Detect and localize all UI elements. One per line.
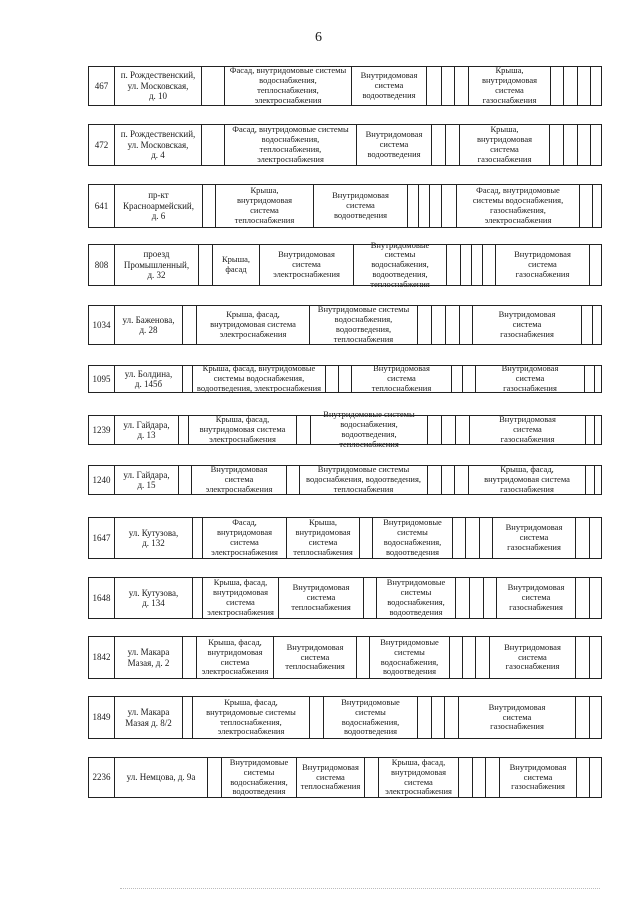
empty-cell <box>455 416 469 444</box>
page-number: 6 <box>315 30 322 45</box>
empty-cell <box>449 637 462 678</box>
work-type-cell: Внутридомовая система газоснабжения <box>472 306 581 344</box>
work-type-cell: Внутридомовые системы водоснабжения, водоотведения <box>221 758 296 797</box>
empty-cell <box>286 466 299 494</box>
work-type-cell: Внутридомовые системы водоснабжения, водоотведения, теплоснабжения <box>353 245 446 285</box>
work-type-cell: Внутридомовая система газоснабжения <box>469 416 585 444</box>
empty-cell <box>589 697 603 738</box>
empty-cell <box>575 578 589 618</box>
empty-cell <box>479 518 492 558</box>
empty-cell <box>585 416 594 444</box>
empty-cell <box>198 245 212 285</box>
empty-cell <box>441 67 454 105</box>
scan-artifact-line <box>120 888 600 889</box>
empty-cell <box>417 697 431 738</box>
empty-cell <box>584 366 594 392</box>
empty-cell <box>182 306 196 344</box>
work-type-cell: Фасад, внутридомовые системы водоснабжения, газоснабжения, электроснабжения <box>456 185 579 227</box>
work-type-cell: Фасад, внутридомовая система электроснабжения <box>202 518 286 558</box>
empty-cell <box>445 125 459 165</box>
work-type-cell: Внутридомовая система электроснабжения <box>191 466 286 494</box>
work-type-cell: Внутридомовая система теплоснабжения <box>351 366 451 392</box>
work-type-cell: Внутридомовые системы водоснабжения, водоотведения, теплоснабжения <box>309 306 417 344</box>
empty-cell <box>418 185 429 227</box>
row-number-cell: 1239 <box>92 424 111 435</box>
empty-cell <box>431 697 444 738</box>
empty-cell <box>296 416 310 444</box>
empty-cell <box>444 697 458 738</box>
empty-cell <box>192 518 202 558</box>
empty-cell <box>454 466 468 494</box>
empty-cell <box>469 578 483 618</box>
work-type-cell: Внутридомовая система теплоснабжения <box>296 758 364 797</box>
empty-cell <box>575 697 589 738</box>
empty-cell <box>192 578 202 618</box>
empty-cell <box>592 185 603 227</box>
empty-cell <box>441 185 456 227</box>
work-type-cell: Внутридомовая система газоснабжения <box>492 518 575 558</box>
work-type-cell: Внутридомовая система газоснабжения <box>499 758 576 797</box>
work-type-cell: Внутридомовая система газоснабжения <box>496 578 575 618</box>
empty-cell <box>585 466 594 494</box>
table-row <box>88 636 602 679</box>
empty-cell <box>201 125 224 165</box>
address-cell: ул. Баженова, д. 28 <box>114 306 182 344</box>
address-cell: ул. Гайдара, д. 13 <box>114 416 178 444</box>
empty-cell <box>441 416 455 444</box>
table-row <box>88 124 602 166</box>
work-type-cell: Внутридомовая система водоотведения <box>313 185 407 227</box>
empty-cell <box>182 697 192 738</box>
empty-cell <box>452 518 465 558</box>
empty-cell <box>577 67 590 105</box>
empty-cell <box>178 416 188 444</box>
empty-cell <box>589 758 603 797</box>
work-type-cell: Внутридомовые системы водоснабжения, водоотведения <box>372 518 452 558</box>
empty-cell <box>446 245 460 285</box>
row-number-cell: 1842 <box>92 652 111 663</box>
work-type-cell: Внутридомовые системы водоснабжения, водоотведения, теплоснабжения <box>299 466 427 494</box>
empty-cell <box>471 245 482 285</box>
work-type-cell: Крыша, фасад, внутридомовые системы водоснабжения, водоотведения, электроснабжения <box>192 366 325 392</box>
table-row <box>88 409 602 449</box>
empty-cell <box>594 366 603 392</box>
empty-cell <box>445 306 459 344</box>
work-type-cell: Крыша, фасад, внутридомовая система газоснабжения <box>468 466 585 494</box>
empty-cell <box>426 67 441 105</box>
work-type-cell: Крыша, фасад, внутридомовые системы теплоснабжения, электроснабжения <box>192 697 309 738</box>
table-row <box>88 66 602 106</box>
empty-cell <box>407 185 418 227</box>
empty-cell <box>427 416 441 444</box>
work-type-cell: Внутридомовые системы водоснабжения, водоотведения, теплоснабжения <box>310 416 427 444</box>
address-cell: п. Рождественский, ул. Московская, д. 10 <box>114 67 201 105</box>
empty-cell <box>576 758 589 797</box>
empty-cell <box>589 578 603 618</box>
table-row <box>88 239 602 289</box>
row-number-cell: 1095 <box>92 373 111 384</box>
empty-cell <box>483 578 496 618</box>
table-row <box>88 305 602 345</box>
address-cell: проезд Промышленный, д. 32 <box>114 245 198 285</box>
table-row <box>88 757 602 798</box>
empty-cell <box>472 758 485 797</box>
work-type-cell: Внутридомовые системы водоснабжения, водоотведения <box>369 637 449 678</box>
work-type-cell: Внутридомовая система газоснабжения <box>475 366 584 392</box>
empty-cell <box>309 697 323 738</box>
work-type-cell: Внутридомовая система водоотведения <box>351 67 426 105</box>
empty-cell <box>592 306 603 344</box>
empty-cell <box>462 637 475 678</box>
work-type-cell: Внутридомовая система водоотведения <box>356 125 431 165</box>
row-number-cell: 641 <box>94 200 109 211</box>
work-type-cell: Внутридомовая система электроснабжения <box>259 245 353 285</box>
row-number-cell: 808 <box>94 259 109 270</box>
empty-cell <box>431 306 445 344</box>
empty-cell <box>485 758 499 797</box>
table-row <box>88 577 602 619</box>
empty-cell <box>417 306 431 344</box>
address-cell: п. Рождественский, ул. Московская, д. 4 <box>114 125 201 165</box>
empty-cell <box>201 67 224 105</box>
row-number-cell: 1647 <box>92 532 111 543</box>
empty-cell <box>577 125 590 165</box>
empty-cell <box>451 366 462 392</box>
row-number-cell: 1849 <box>92 712 111 723</box>
row-number-cell: 1034 <box>92 319 111 330</box>
empty-cell <box>429 185 441 227</box>
empty-cell <box>431 125 445 165</box>
empty-cell <box>462 366 475 392</box>
empty-cell <box>454 67 468 105</box>
work-type-cell: Крыша, фасад, внутридомовая система электроснабжения <box>196 637 273 678</box>
table-row <box>88 517 602 559</box>
row-number-cell: 2236 <box>92 772 111 783</box>
work-type-cell: Внутридомовая система газоснабжения <box>489 637 575 678</box>
empty-cell <box>589 245 603 285</box>
address-cell: ул. Немцова, д. 9а <box>114 758 207 797</box>
empty-cell <box>482 245 495 285</box>
empty-cell <box>202 185 215 227</box>
work-type-cell: Крыша, фасад, внутридомовая система электроснабжения <box>196 306 309 344</box>
empty-cell <box>575 637 589 678</box>
work-type-cell: Внутридомовая система теплоснабжения <box>278 578 363 618</box>
empty-cell <box>178 466 191 494</box>
empty-cell <box>182 637 196 678</box>
empty-cell <box>589 637 603 678</box>
address-cell: ул. Гайдара, д. 15 <box>114 466 178 494</box>
work-type-cell: Внутридомовые системы водоснабжения, водоотведения <box>323 697 417 738</box>
empty-cell <box>459 306 472 344</box>
empty-cell <box>182 366 192 392</box>
work-type-cell: Фасад, внутридомовые системы водоснабжения, теплоснабжения, электроснабжения <box>224 67 351 105</box>
row-number-cell: 467 <box>94 80 109 91</box>
empty-cell <box>550 67 563 105</box>
address-cell: ул. Макара Мазая д. 8/2 <box>114 697 182 738</box>
empty-cell <box>364 758 378 797</box>
table-row <box>88 465 602 495</box>
empty-cell <box>590 125 603 165</box>
table-row <box>88 365 602 393</box>
work-type-cell: Внутридомовая система газоснабжения <box>458 697 575 738</box>
work-type-cell: Крыша, внутридомовая система теплоснабжения <box>286 518 359 558</box>
empty-cell <box>475 637 489 678</box>
empty-cell <box>441 466 454 494</box>
address-cell: ул. Болдина, д. 145б <box>114 366 182 392</box>
empty-cell <box>363 578 376 618</box>
work-type-cell: Крыша, внутридомовая система теплоснабжения <box>215 185 313 227</box>
empty-cell <box>356 637 369 678</box>
empty-cell <box>455 578 469 618</box>
empty-cell <box>460 245 471 285</box>
table-row <box>88 184 602 228</box>
work-type-cell: Крыша, фасад, внутридомовая система электроснабжения <box>202 578 278 618</box>
row-number-cell: 1648 <box>92 592 111 603</box>
empty-cell <box>207 758 221 797</box>
work-type-cell: Крыша, внутридомовая система газоснабжения <box>459 125 549 165</box>
work-type-cell: Крыша, фасад, внутридомовая система электроснабжения <box>188 416 296 444</box>
empty-cell <box>589 518 603 558</box>
empty-cell <box>579 185 592 227</box>
empty-cell <box>427 466 441 494</box>
address-cell: ул. Кутузова, д. 132 <box>114 518 192 558</box>
work-type-cell: Крыша, фасад <box>212 245 259 285</box>
table-row <box>88 696 602 739</box>
empty-cell <box>563 67 577 105</box>
row-number-cell: 472 <box>94 139 109 150</box>
empty-cell <box>594 416 603 444</box>
empty-cell <box>359 518 372 558</box>
empty-cell <box>590 67 603 105</box>
empty-cell <box>549 125 563 165</box>
work-type-cell: Крыша, внутридомовая система газоснабжения <box>468 67 550 105</box>
address-cell: пр-кт Красноармейский, д. 6 <box>114 185 202 227</box>
row-number-cell: 1240 <box>92 474 111 485</box>
work-type-cell: Крыша, фасад, внутридомовая система электроснабжения <box>378 758 458 797</box>
empty-cell <box>465 518 479 558</box>
empty-cell <box>325 366 338 392</box>
empty-cell <box>338 366 351 392</box>
address-cell: ул. Макара Мазая, д. 2 <box>114 637 182 678</box>
empty-cell <box>458 758 472 797</box>
work-type-cell: Внутридомовые системы водоснабжения, водоотведения <box>376 578 455 618</box>
empty-cell <box>575 518 589 558</box>
empty-cell <box>594 466 603 494</box>
work-type-cell: Внутридомовая система теплоснабжения <box>273 637 356 678</box>
work-type-cell: Внутридомовая система газоснабжения <box>495 245 589 285</box>
empty-cell <box>581 306 592 344</box>
work-type-cell: Фасад, внутридомовые системы водоснабжения, теплоснабжения, электроснабжения <box>224 125 356 165</box>
empty-cell <box>563 125 577 165</box>
address-cell: ул. Кутузова, д. 134 <box>114 578 192 618</box>
